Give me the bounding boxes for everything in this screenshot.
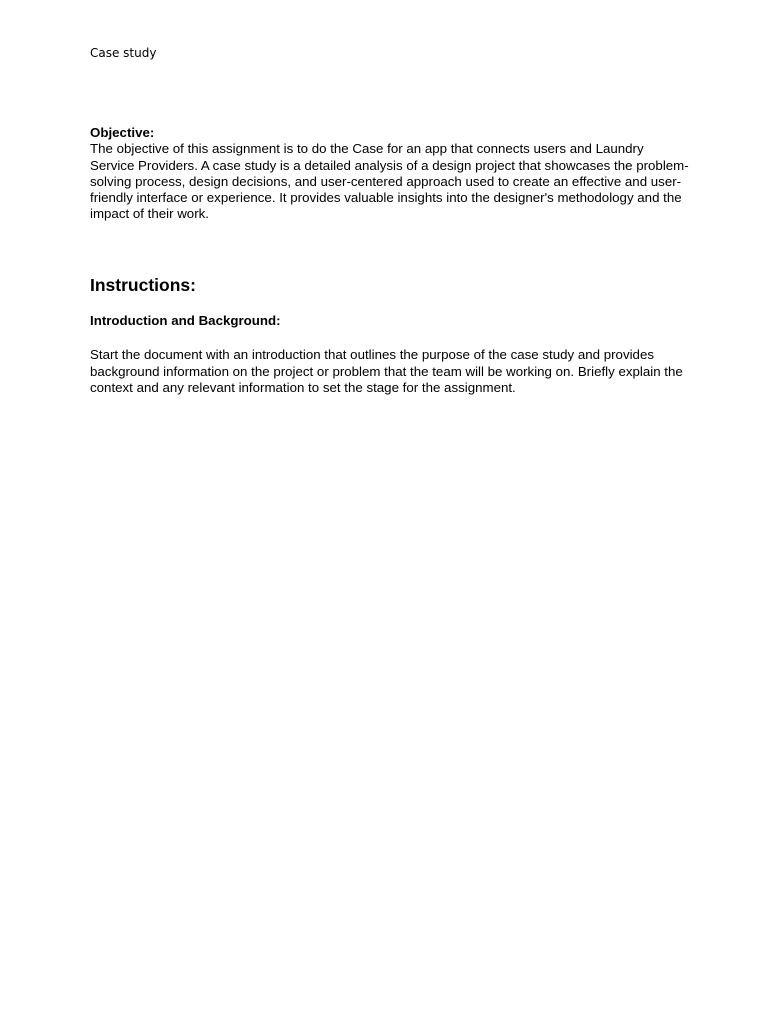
page-header: Case study xyxy=(90,46,157,60)
introduction-paragraph: Start the document with an introduction that outlines the purpose of the case study and provides background information on the project or problem that the team will be working on. Briefly explain the context and any relevant information to set the stage for the assignment. xyxy=(90,347,683,396)
objective-label: Objective: xyxy=(90,125,155,140)
objective-paragraph: The objective of this assignment is to do the Case for an app that connects users and Laundry Service Providers. A case study is a detailed analysis of a design project that showcases the problem-solving process, design decisions, and user-centered approach used to create an effective and user-friendly interface or experience. It provides valuable insights into the designer's methodology and the impact of their work. xyxy=(90,141,689,222)
objective-section xyxy=(90,125,690,223)
introduction-heading: Introduction and Background: xyxy=(90,313,281,328)
instructions-heading: Instructions: xyxy=(90,275,196,295)
